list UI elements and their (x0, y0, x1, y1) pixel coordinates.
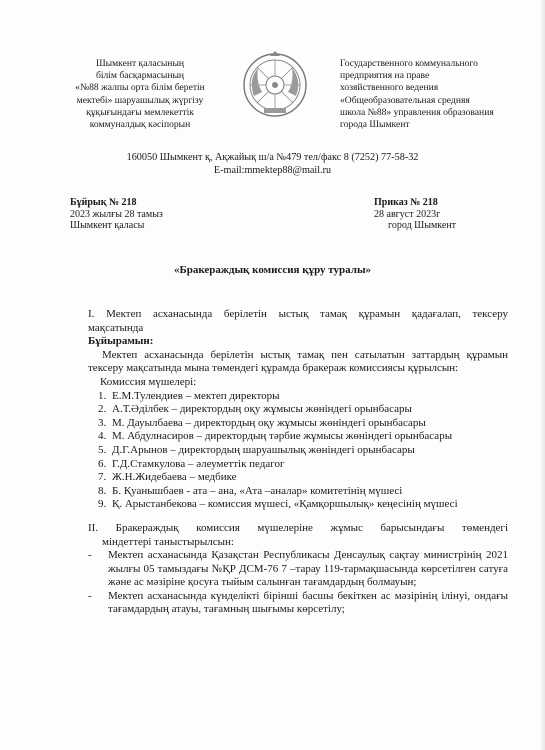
section1-intro-line2: мақсатында (88, 321, 144, 334)
members-list (88, 390, 508, 512)
member-text: А.Т.Әділбек – директордың оқу жұмысы жөніндегі орынбасары (112, 403, 412, 416)
header-ru-line: «Общеобразовательная средняя (340, 94, 470, 106)
spacer (88, 512, 508, 522)
header-russian (340, 58, 535, 131)
header-kazakh (40, 58, 240, 131)
header-ru-line: хозяйственного ведения (340, 82, 439, 94)
page-edge (541, 0, 545, 750)
header-kz-line: білім басқармасының (95, 70, 185, 82)
order-word: Бұйырамын: (88, 335, 154, 348)
address-line: 160050 Шымкент қ, Ақжайық ш/а №479 тел/факс 8 (7252) 77-58-32 (126, 152, 419, 163)
header-ru-line: школа №88» управления образования (340, 106, 494, 118)
order-info-kazakh (70, 197, 163, 232)
section2-intro-line2: міндеттері таныстырылсын: (102, 535, 234, 548)
order-city-ru: город Шымкент (388, 220, 457, 232)
list-number: 5. (98, 443, 107, 456)
duty-text: Мектеп асханасында күнделікті бірінші басшы бекіткен ас мәзірінің ілінуі, ондағы тағамдардың атауы, тағамның шығымы көрсетілу; (108, 589, 508, 616)
list-number: 2. (98, 403, 107, 416)
list-item (88, 471, 508, 485)
list-number: 4. (98, 430, 107, 443)
state-emblem-icon (240, 50, 310, 120)
section2-intro-line1: II. Бракераждық комиссия мүшелеріне жұмыс барысындағы төмендегі (88, 521, 508, 534)
list-item (88, 485, 508, 499)
members-label: Комиссия мүшелері: (100, 375, 197, 388)
member-text: Ж.Н.Жидебаева – медбике (112, 471, 237, 484)
section1-intro-line1: I. Мектеп асханасында берілетін ыстық тамақ құрамын қадағалап, тексеру (88, 308, 508, 320)
member-text: М. Абдулнасиров – директордың тәрбие жұмысы жөніндегі орынбасары (112, 430, 453, 443)
list-number: 6. (98, 457, 107, 470)
header-kz-line: мектебі» шаруашылық жүргізу (76, 94, 204, 106)
header-kz-line: коммуналдық кәсіпорын (89, 119, 191, 131)
list-number: 7. (98, 471, 107, 484)
list-number: 3. (98, 416, 107, 429)
list-number: 1. (98, 389, 107, 402)
header-kz-line: Шымкент қаласының (95, 58, 185, 69)
member-text: Е.М.Тулендиев – мектеп директоры (112, 389, 280, 402)
list-item (88, 498, 508, 512)
list-number: 8. (98, 484, 107, 497)
list-item (88, 390, 508, 404)
list-dash: - (88, 589, 92, 602)
duties-list (88, 549, 508, 617)
member-text: Д.Г.Арынов – директордың шаруашылық жөніндегі орынбасары (112, 443, 415, 456)
order-number-ru: Приказ № 218 (374, 197, 438, 208)
list-item (88, 549, 508, 590)
section1-paragraph: Мектеп асханасында берілетін ыстық тамақ пен сатылатын заттардың құрамын тексеру мақсатында мына төмендегі құрамда бракераж комиссиясы құрылсын: (88, 348, 508, 375)
list-item (88, 444, 508, 458)
duty-text: Мектеп асханасында Қазақстан Республикасы Денсаулық сақтау министрінің 2021 жылғы 05 тамыздағы №ҚР ДСМ-76 7 –тарау 119-тармақшасында көрсетілген сатуға және ас мәзіріне қосуға тыйым салынған тағамдардың болмауын; (108, 549, 508, 589)
header-ru-line: Государственного коммунального (340, 58, 478, 69)
header-kz-line: «№88 жалпы орта білім беретін (75, 82, 205, 94)
email-line: E-mail:mmektep88@mail.ru (213, 164, 332, 176)
document-body (88, 308, 508, 617)
order-info-russian (374, 197, 456, 232)
list-item (88, 458, 508, 472)
order-city-kz: Шымкент қаласы (70, 220, 145, 232)
list-item (88, 430, 508, 444)
list-number: 9. (98, 498, 107, 511)
header-ru-line: города Шымкент (340, 119, 410, 131)
list-item (88, 590, 508, 617)
member-text: М. Дауылбаева – директордың оқу жұмысы жөніндегі орынбасары (112, 416, 426, 429)
order-number-kz: Бұйрық № 218 (70, 197, 137, 208)
list-dash: - (88, 549, 92, 562)
header-kz-line: құқығындағы мемлекеттік (86, 106, 194, 118)
member-text: Г.Д.Стамкулова – әлеуметтік педагог (112, 457, 285, 470)
list-item (88, 417, 508, 431)
order-date-ru: 28 август 2023г (374, 208, 441, 220)
header-ru-line: предприятия на праве (340, 70, 430, 82)
address-block (0, 152, 545, 177)
document-title: «Бракераждық комиссия құру туралы» (173, 264, 372, 276)
member-text: Қ. Арыстанбекова – комиссия мүшесі, «Қамқоршылық» кеңесінің мүшесі (112, 498, 458, 511)
member-text: Б. Қуанышбаев - ата – ана, «Ата –аналар» комитетінің мүшесі (112, 484, 403, 497)
list-item (88, 403, 508, 417)
order-date-kz: 2023 жылғы 28 тамыз (70, 208, 163, 220)
